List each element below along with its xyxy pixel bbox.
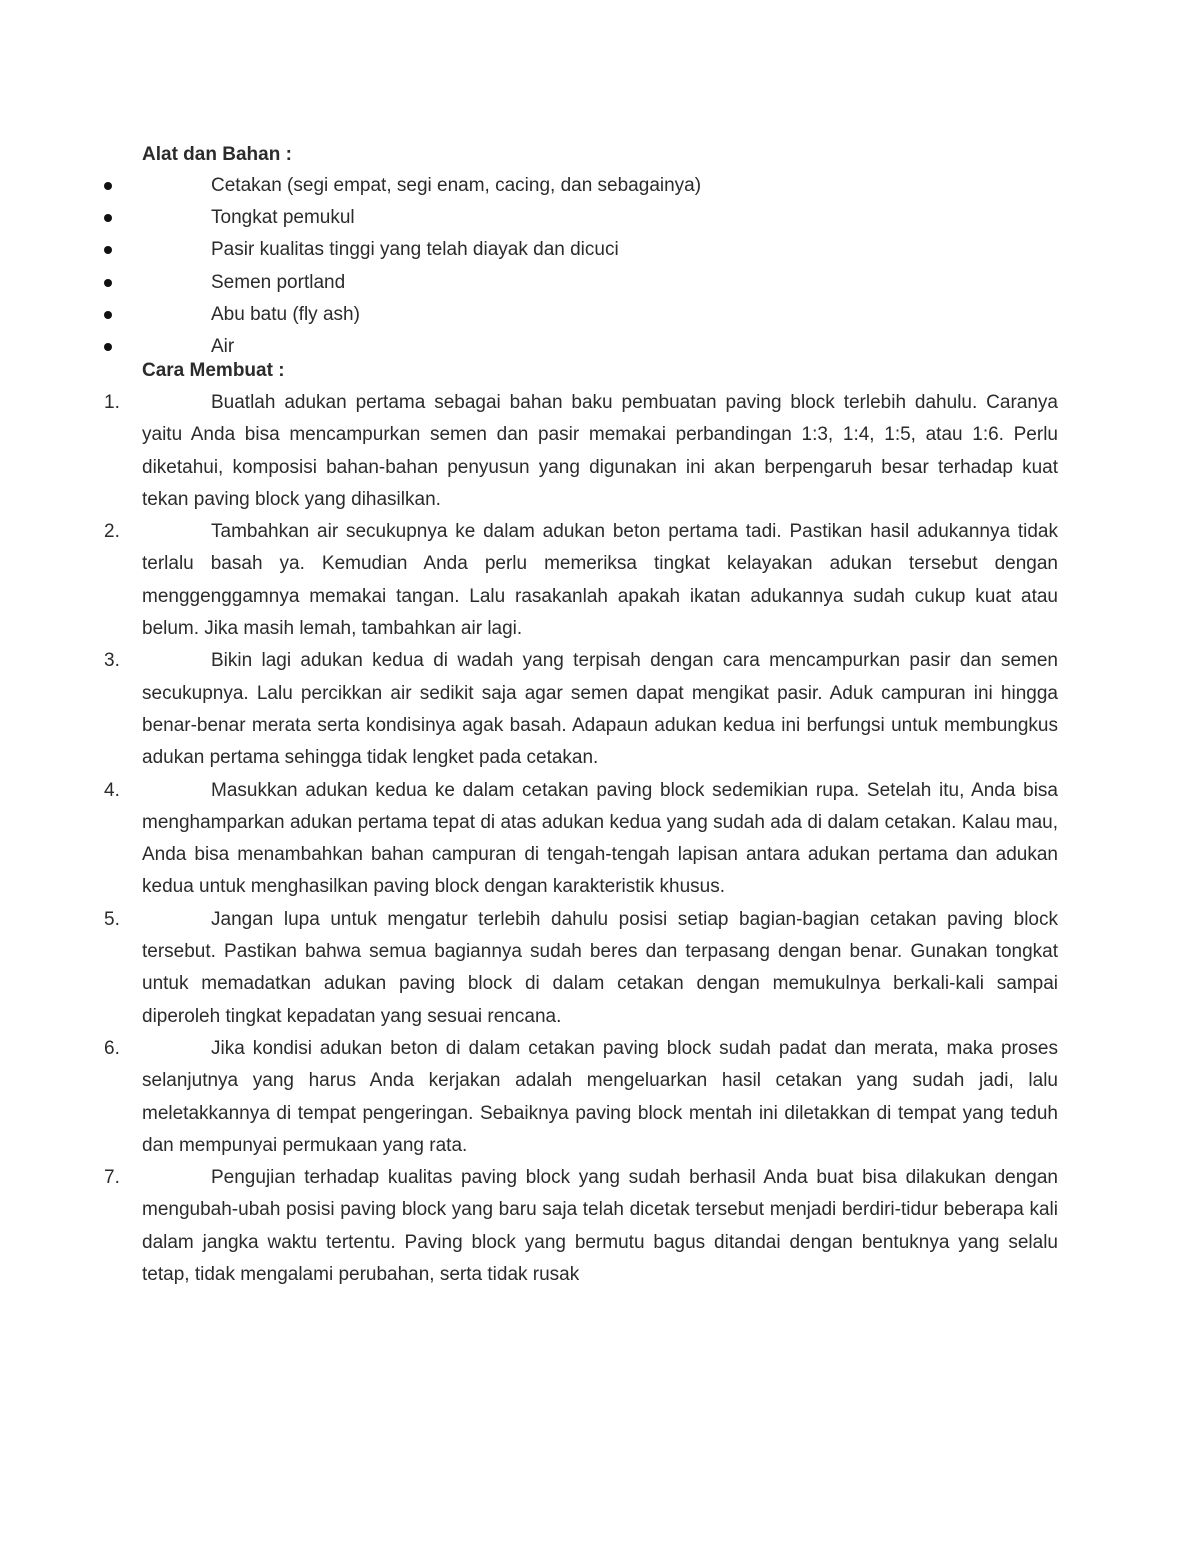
- step-number: 6.: [104, 1037, 120, 1059]
- step-number: 1.: [104, 392, 120, 413]
- step-item: [0, 1162, 1060, 1291]
- step-item: [0, 904, 1060, 1033]
- bullet-icon: [104, 343, 112, 351]
- step-text: Tambahkan air secukupnya ke dalam adukan beton pertama tadi. Pastikan hasil adukannya tidak terlalu basah ya. Kemudian Anda perlu memeriksa tingkat kelayakan adukan tersebut dengan menggenggamnya memakai tangan. Lalu rasakanlah apakah ikatan adukannya sudah cukup kuat atau belum. Jika masih lemah, tambahkan air lagi.: [142, 521, 1058, 640]
- step-item: [0, 516, 1060, 645]
- step-item: [0, 387, 1060, 516]
- list-item-text: Pasir kualitas tinggi yang telah diayak dan dicuci: [211, 239, 619, 261]
- list-item-text: Cetakan (segi empat, segi enam, cacing, dan sebagainya): [211, 175, 702, 196]
- list-item-text: Abu batu (fly ash): [211, 303, 360, 325]
- step-text: Masukkan adukan kedua ke dalam cetakan paving block sedemikian rupa. Setelah itu, Anda bisa menghamparkan adukan pertama tepat di atas adukan kedua yang sudah ada di dalam cetakan. Kalau mau, Anda bisa menambahkan bahan campuran di tengah-tengah lapisan antara adukan pertama dan adukan kedua untuk menghasilkan paving block dengan karakteristik khusus.: [142, 779, 1058, 898]
- step-item: [0, 775, 1060, 904]
- step-number: 3.: [104, 650, 120, 672]
- step-item: [0, 645, 1060, 774]
- step-text: Jangan lupa untuk mengatur terlebih dahulu posisi setiap bagian-bagian cetakan paving block tersebut. Pastikan bahwa semua bagiannya sudah beres dan terpasang dengan benar. Gunakan tongkat untuk memadatkan adukan paving block di dalam cetakan dengan memukulnya berkali-kali sampai diperoleh tingkat kepadatan yang sesuai rencana.: [142, 908, 1058, 1027]
- step-text: Jika kondisi adukan beton di dalam cetakan paving block sudah padat dan merata, maka proses selanjutnya yang harus Anda kerjakan adalah mengeluarkan hasil cetakan yang sudah jadi, lalu meletakkannya di tempat pengeringan. Sebaiknya paving block mentah ini diletakkan di tempat yang teduh dan mempunyai permukaan yang rata.: [142, 1037, 1058, 1156]
- bullet-icon: [104, 214, 112, 222]
- bullet-icon: [104, 246, 112, 254]
- bullet-icon: [104, 311, 112, 319]
- step-item: [0, 1033, 1060, 1162]
- list-item-text: Tongkat pemukul: [211, 207, 355, 229]
- list-item-text: Air: [211, 335, 235, 357]
- step-text: Bikin lagi adukan kedua di wadah yang terpisah dengan cara mencampurkan pasir dan semen secukupnya. Lalu percikkan air sedikit saja agar semen dapat mengikat pasir. Aduk campuran ini hingga benar-benar merata serta kondisinya agak basah. Adapaun adukan kedua ini berfungsi untuk membungkus adukan pertama sehingga tidak lengket pada cetakan.: [142, 650, 1058, 769]
- step-number: 2.: [104, 521, 120, 543]
- step-number: 5.: [104, 908, 120, 930]
- alat-bahan-heading: Alat dan Bahan :: [142, 144, 292, 165]
- step-text: Buatlah adukan pertama sebagai bahan baku pembuatan paving block terlebih dahulu. Caranya yaitu Anda bisa mencampurkan semen dan pasir memakai perbandingan 1:3, 1:4, 1:5, atau 1:6. Perlu diketahui, komposisi bahan-bahan penyusun yang digunakan ini akan berpengaruh besar terhadap kuat tekan paving block yang dihasilkan.: [142, 392, 1058, 510]
- step-number: 4.: [104, 779, 120, 801]
- list-item-text: Semen portland: [211, 271, 346, 293]
- bullet-icon: [104, 182, 112, 190]
- step-text: Pengujian terhadap kualitas paving block yang sudah berhasil Anda buat bisa dilakukan dengan mengubah-ubah posisi paving block yang baru saja telah dicetak tersebut menjadi berdiri-tidur beberapa kali dalam jangka waktu tertentu. Paving block yang bermutu bagus ditandai dengan bentuknya yang selalu tetap, tidak mengalami perubahan, serta tidak rusak: [142, 1167, 1058, 1286]
- cara-membuat-list: [0, 387, 1060, 1291]
- cara-membuat-heading: Cara Membuat :: [142, 360, 285, 381]
- bullet-icon: [104, 279, 112, 287]
- step-number: 7.: [104, 1167, 120, 1189]
